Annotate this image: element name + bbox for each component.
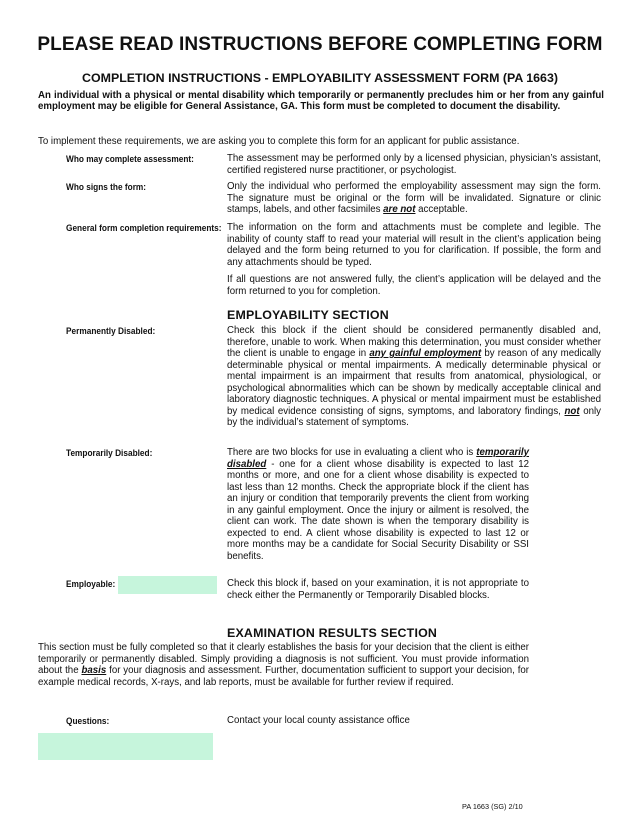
- who-signs-emphasis: are not: [383, 204, 416, 215]
- employable-text: Check this block if, based on your examination, it is not appropriate to check either the Permanently or Temporarily Disabled blocks.: [227, 578, 529, 601]
- questions-label: Questions:: [66, 716, 110, 726]
- form-subtitle: COMPLETION INSTRUCTIONS - EMPLOYABILITY ASSESSMENT FORM (PA 1663): [82, 71, 558, 85]
- employability-section-heading: EMPLOYABILITY SECTION: [227, 308, 389, 322]
- who-signs-text: Only the individual who performed the employability assessment may sign the form. The signature must be original or the form will be invalidated. Signature or clinic stamps, labels, and other facsimiles are not acceptable.: [227, 181, 601, 215]
- temporarily-disabled-label: Temporarily Disabled:: [66, 448, 153, 458]
- permanently-emphasis-gainful: any gainful employment: [369, 348, 482, 359]
- employable-field[interactable]: [118, 576, 217, 594]
- examination-text: This section must be fully completed so that it clearly establishes the basis for your decision that the client is either temporarily or permanently disabled. Simply providing a diagnosis is not sufficient. You must provide information about the basis for your diagnosis and assessment. Further, documentation sufficient to support your decision, for example medical records, X-rays, and lab reports, must be available for further review if required.: [38, 642, 530, 688]
- who-may-complete-label: Who may complete assessment:: [66, 154, 194, 164]
- general-requirements-note: If all questions are not answered fully, the client’s application will be delayed and the form returned to you for completion.: [227, 274, 601, 297]
- questions-field[interactable]: [38, 733, 213, 760]
- intro-instruction: To implement these requirements, we are asking you to complete this form for an applicant for public assistance.: [38, 136, 520, 147]
- questions-text: Contact your local county assistance office: [227, 715, 410, 726]
- employable-label: Employable:: [66, 579, 116, 589]
- general-requirements-text: The information on the form and attachments must be complete and legible. The inability of county staff to read your material will result in the client’s application being delayed and the form being returned to you for clarification. If possible, the form and any attachments should be typed.: [227, 222, 601, 268]
- permanently-disabled-text: Check this block if the client should be considered permanently disabled and, therefore, unable to work. When making this determination, you must consider whether the client is unable to engage in any gainful employment by reason of any medically determinable physical or mental impairments. A medically determinable physical or mental impairment is an impairment that results from anatomical, physiological, or psychological abnormalities which can be shown by medically acceptable clinical and laboratory diagnostic techniques. A physical or mental impairment must be established by medical evidence consisting of signs, symptoms, and laboratory findings, not only by the individual’s statement of symptoms.: [227, 325, 601, 428]
- examination-section-heading: EXAMINATION RESULTS SECTION: [227, 626, 438, 640]
- page-title: PLEASE READ INSTRUCTIONS BEFORE COMPLETING FORM: [37, 34, 603, 55]
- who-signs-label: Who signs the form:: [66, 182, 147, 192]
- general-requirements-label: General form completion requirements:: [66, 223, 222, 233]
- exam-emphasis-basis: basis: [81, 665, 107, 676]
- temporarily-emphasis: temporarily disabled: [227, 447, 529, 470]
- permanently-emphasis-not: not: [564, 405, 580, 417]
- who-may-complete-text: The assessment may be performed only by a licensed physician, physician’s assistant, certified registered nurse practitioner, or psychologist.: [227, 153, 601, 176]
- intro-statement: An individual with a physical or mental disability which temporarily or permanently precludes him or her from any gainful employment may be eligible for General Assistance, GA. This form must be completed to document the disability.: [38, 90, 604, 112]
- form-footer: PA 1663 (SG) 2/10: [462, 802, 523, 811]
- temporarily-disabled-text: There are two blocks for use in evaluating a client who is temporarily disabled - one for a client whose disability is expected to last 12 months or more, and one for a client whose disability is expected to last less than 12 months. Check the appropriate block if the client has an injury or condition that temporarily prevents the client from working in any gainful employment. Once the injury or ailment is resolved, the client can work. The date shown is when the temporary disability is expected to end. A client whose disability is expected to last 12 or more months may be a candidate for Social Security Disability or SSI benefits.: [227, 447, 529, 562]
- permanently-disabled-label: Permanently Disabled:: [66, 326, 156, 336]
